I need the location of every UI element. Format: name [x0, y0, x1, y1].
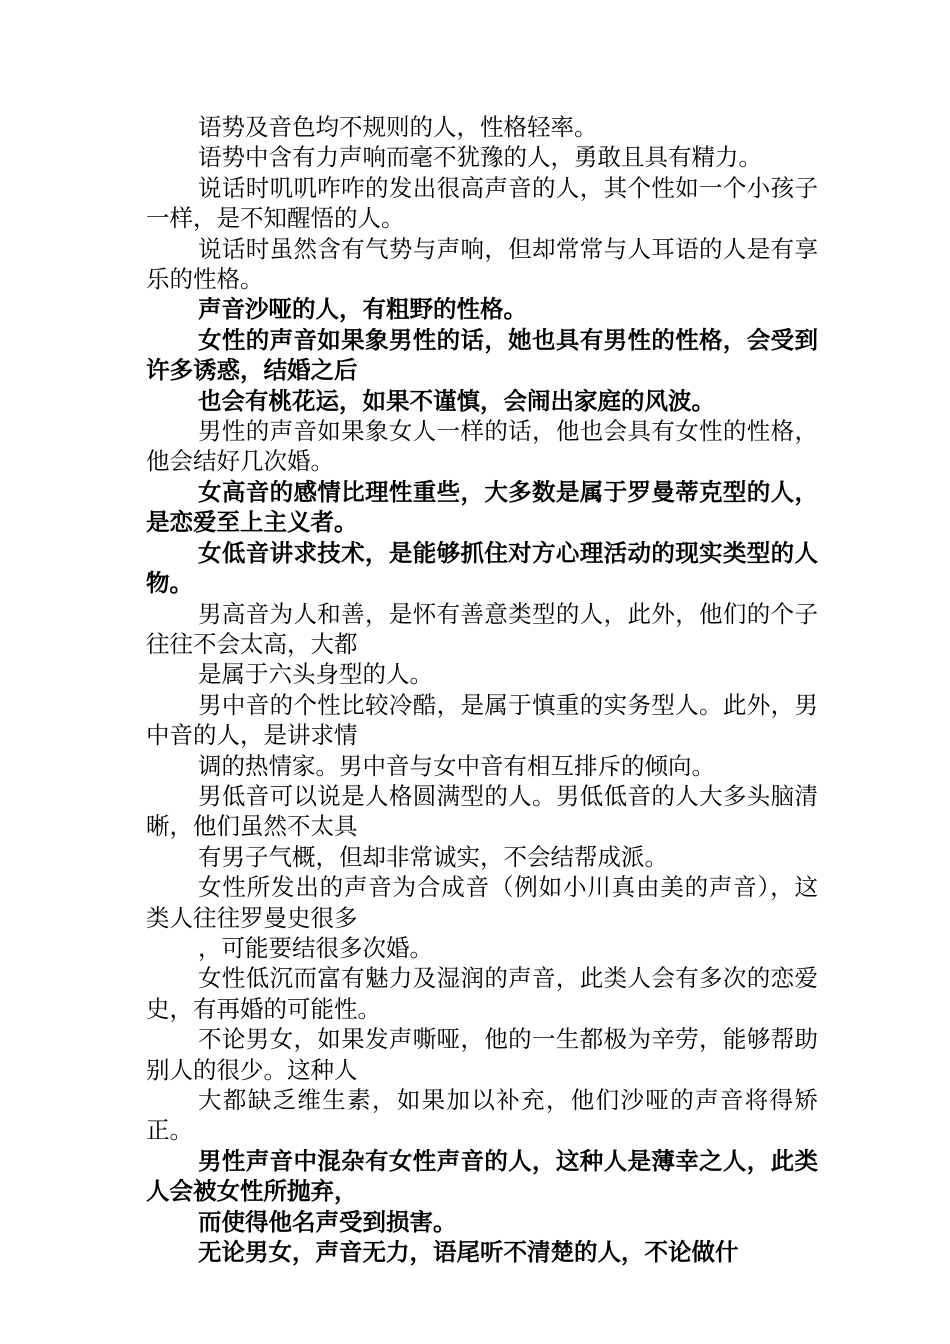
paragraph: 语势中含有力声响而毫不犹豫的人，勇敢且具有精力。: [198, 143, 762, 172]
paragraph: 语势及音色均不规则的人，性格轻率。: [198, 113, 598, 141]
paragraph: 男性的声音如果象女人一样的话，他也会具有女性的性格，他会结好几次婚。: [146, 417, 818, 476]
paragraph: 说话时叽叽咋咋的发出很高声音的人，其个性如一个小孩子一样，是不知醒悟的人。: [146, 173, 818, 233]
paragraph: 女性的声音如果象男性的话，她也具有男性的性格，会受到许多诱惑，结婚之后: [146, 325, 818, 385]
paragraph: 而使得他名声受到损害。: [198, 1207, 457, 1236]
paragraph: 男中音的个性比较冷酷，是属于慎重的实务型人。此外，男中音的人，是讲求情: [146, 690, 818, 750]
paragraph: ，可能要结很多次婚。: [198, 933, 433, 962]
paragraph: 不论男女，如果发声嘶哑，他的一生都极为辛劳，能够帮助别人的很少。这种人: [146, 1025, 818, 1084]
body-text: [146, 112, 818, 1267]
paragraph: 女性低沉而富有魅力及湿润的声音，此类人会有多次的恋爱史，有再婚的可能性。: [146, 964, 818, 1023]
paragraph: 女性所发出的声音为合成音（例如小川真由美的声音），这类人往往罗曼史很多: [146, 873, 818, 932]
paragraph: 说话时虽然含有气势与声响，但却常常与人耳语的人是有享乐的性格。: [146, 234, 818, 294]
paragraph: 大都缺乏维生素，如果加以补充，他们沙哑的声音将得矫正。: [146, 1086, 818, 1145]
paragraph: 无论男女，声音无力，语尾听不清楚的人，不论做什: [198, 1238, 739, 1267]
paragraph: 女低音讲求技术，是能够抓住对方心理活动的现实类型的人物。: [146, 538, 818, 598]
paragraph: 有男子气概，但却非常诚实，不会结帮成派。: [198, 842, 668, 871]
paragraph: 也会有桃花运，如果不谨慎，会闹出家庭的风波。: [198, 386, 715, 415]
paragraph: 男低音可以说是人格圆满型的人。男低低音的人大多头脑清晰，他们虽然不太具: [146, 781, 818, 841]
paragraph: 男高音为人和善，是怀有善意类型的人，此外，他们的个子往往不会太高，大都: [146, 599, 818, 658]
paragraph: 女高音的感情比理性重些，大多数是属于罗曼蒂克型的人，是恋爱至上主义者。: [146, 477, 818, 537]
paragraph: 男性声音中混杂有女性声音的人，这种人是薄幸之人，此类人会被女性所抛弃，: [146, 1146, 818, 1206]
paragraph: 声音沙哑的人，有粗野的性格。: [198, 295, 527, 324]
paragraph: 是属于六头身型的人。: [198, 660, 433, 689]
paragraph: 调的热情家。男中音与女中音有相互排斥的倾向。: [198, 751, 715, 780]
